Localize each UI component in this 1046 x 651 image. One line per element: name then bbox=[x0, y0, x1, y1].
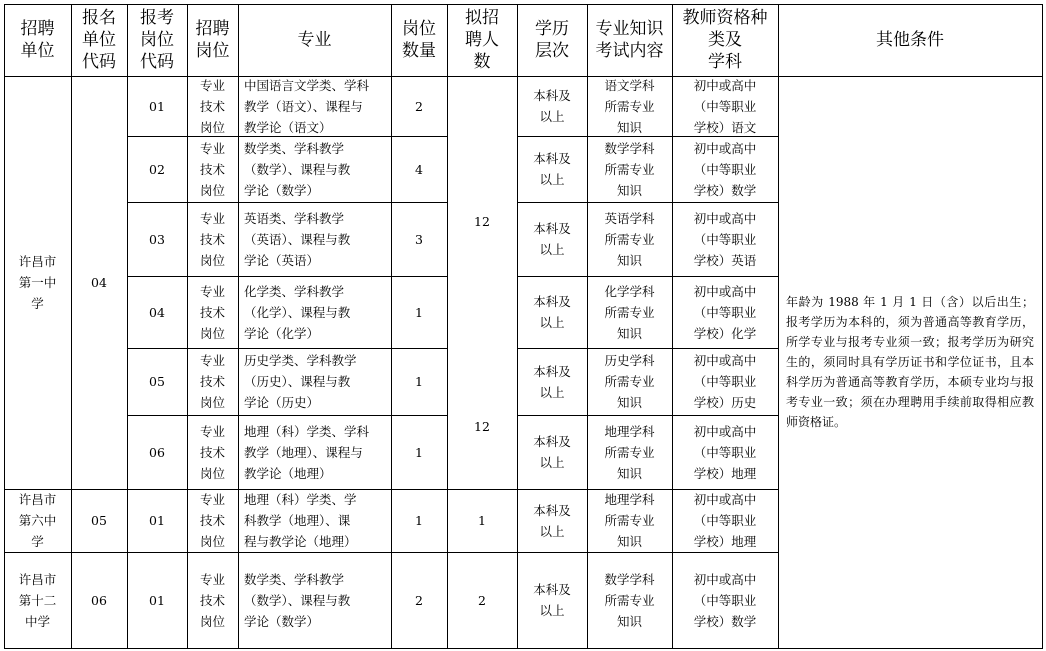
education-text: 本科及 bbox=[533, 294, 571, 309]
major-cell bbox=[238, 136, 391, 202]
post-code-cell bbox=[127, 348, 187, 415]
plan-count: 12 bbox=[474, 418, 490, 434]
major-text: 科教学（地理）、课 bbox=[244, 513, 351, 528]
teacher-cert-cell bbox=[672, 76, 778, 136]
teacher-cert-text: 学校）语文 bbox=[693, 119, 757, 135]
major-cell bbox=[238, 348, 391, 415]
exam-content-text: 所需专业 bbox=[604, 231, 655, 247]
education-text: 以上 bbox=[539, 242, 565, 257]
exam-content-cell bbox=[587, 202, 672, 276]
teacher-cert-cell bbox=[672, 136, 778, 202]
unit-name: 许昌市 第一中 学 bbox=[18, 254, 57, 311]
exam-content-text: 所需专业 bbox=[604, 374, 655, 389]
teacher-cert-text: 学校）数学 bbox=[693, 613, 757, 629]
post-code-cell bbox=[127, 202, 187, 276]
post-type-text: 岗位 bbox=[199, 613, 225, 629]
major-text: 学论（化学） bbox=[244, 325, 320, 341]
post-count-text: 1 bbox=[415, 444, 423, 460]
header-post-type: 招聘 岗位 bbox=[195, 19, 230, 61]
teacher-cert-text: （中等职业 bbox=[693, 161, 757, 177]
exam-content-text: 所需专业 bbox=[604, 161, 655, 177]
exam-content-text: 所需专业 bbox=[604, 444, 655, 460]
post-count-text: 1 bbox=[415, 304, 423, 320]
post-code-text: 01 bbox=[149, 592, 165, 608]
post-code-cell bbox=[127, 552, 187, 648]
other-conditions: 年龄为 1988 年 1 月 1 日（含）以后出生；报考学历为本科的，须为普通高等教育学历，所学专业与报考专业须一致；报考学历为研究生的，须同时具有学历证书和学位证书，且本科学历为普通高等教育学历，本硕专业均与报考专业一致；须在办理聘用手续前取得相应教师资格证。 bbox=[786, 295, 1034, 429]
major-text: （数学）、课程与教 bbox=[244, 161, 351, 177]
teacher-cert-cell bbox=[672, 552, 778, 648]
post-count-text: 2 bbox=[415, 98, 423, 114]
education-text: 本科及 bbox=[533, 151, 571, 166]
major-cell bbox=[238, 489, 391, 552]
teacher-cert-cell bbox=[672, 415, 778, 489]
exam-content-text: 语文学科 bbox=[604, 77, 655, 93]
major-text: 教学（地理）、课程与 bbox=[244, 444, 363, 460]
post-code-text: 01 bbox=[149, 513, 165, 528]
major-text: （英语）、课程与教 bbox=[244, 231, 351, 247]
major-text: （历史）、课程与教 bbox=[244, 374, 351, 389]
major-text: 化学类、学科教学 bbox=[244, 283, 345, 299]
major-text: 程与教学论（地理） bbox=[244, 534, 357, 549]
major-text: 学论（数学） bbox=[244, 613, 320, 629]
teacher-cert-text: 初中或高中 bbox=[693, 423, 757, 439]
post-count-cell bbox=[391, 136, 447, 202]
post-count-cell bbox=[391, 76, 447, 136]
education-cell bbox=[517, 489, 587, 552]
post-type-text: 技术 bbox=[199, 304, 225, 320]
education-text: 本科及 bbox=[533, 582, 571, 597]
education-text: 本科及 bbox=[533, 502, 571, 518]
major-text: 数学类、学科教学 bbox=[244, 571, 345, 587]
major-cell bbox=[238, 202, 391, 276]
teacher-cert-text: 学校）历史 bbox=[693, 395, 757, 410]
post-count-cell bbox=[391, 276, 447, 348]
unit-name: 许昌市 第六中 学 bbox=[18, 492, 57, 549]
education-text: 以上 bbox=[539, 172, 565, 187]
exam-content-cell bbox=[587, 348, 672, 415]
post-type-text: 专业 bbox=[199, 283, 225, 299]
unit-name: 许昌市 第十二 中学 bbox=[18, 571, 57, 629]
post-code-text: 01 bbox=[149, 98, 165, 114]
post-type-cell bbox=[187, 276, 238, 348]
teacher-cert-text: 初中或高中 bbox=[693, 210, 757, 226]
post-type-text: 岗位 bbox=[199, 119, 225, 135]
exam-content-text: 所需专业 bbox=[604, 98, 655, 114]
post-type-text: 专业 bbox=[199, 353, 225, 368]
major-cell bbox=[238, 415, 391, 489]
post-count-cell bbox=[391, 489, 447, 552]
teacher-cert-text: 初中或高中 bbox=[693, 140, 757, 156]
teacher-cert-text: （中等职业 bbox=[693, 304, 757, 320]
post-type-text: 技术 bbox=[199, 444, 225, 460]
education-text: 以上 bbox=[539, 523, 565, 539]
teacher-cert-text: 初中或高中 bbox=[693, 492, 757, 507]
header-major: 专业 bbox=[297, 30, 332, 50]
teacher-cert-text: 初中或高中 bbox=[693, 353, 757, 368]
post-count-text: 4 bbox=[415, 161, 423, 177]
exam-content-text: 数学学科 bbox=[604, 140, 655, 156]
post-type-text: 技术 bbox=[199, 374, 225, 389]
exam-content-cell bbox=[587, 415, 672, 489]
post-code-text: 06 bbox=[149, 444, 165, 460]
post-code-text: 04 bbox=[149, 304, 165, 320]
major-text: 学论（历史） bbox=[244, 395, 320, 410]
education-cell bbox=[517, 348, 587, 415]
unit-code: 04 bbox=[91, 275, 107, 290]
post-type-text: 岗位 bbox=[199, 395, 225, 410]
post-type-text: 岗位 bbox=[199, 465, 225, 481]
header-education: 学历 层次 bbox=[535, 19, 569, 61]
post-count-text: 2 bbox=[415, 592, 423, 608]
post-type-text: 岗位 bbox=[199, 182, 225, 198]
exam-content-text: 知识 bbox=[616, 534, 642, 549]
education-cell bbox=[517, 202, 587, 276]
post-type-text: 专业 bbox=[199, 140, 225, 156]
header-post-code: 报考 岗位 代码 bbox=[140, 8, 174, 72]
teacher-cert-cell bbox=[672, 202, 778, 276]
post-code-cell bbox=[127, 76, 187, 136]
teacher-cert-text: 学校）地理 bbox=[693, 465, 757, 481]
teacher-cert-text: 学校）化学 bbox=[693, 325, 757, 341]
post-type-text: 技术 bbox=[199, 231, 225, 247]
education-text: 本科及 bbox=[533, 88, 571, 103]
exam-content-text: 知识 bbox=[616, 325, 642, 341]
education-cell bbox=[517, 552, 587, 648]
post-type-cell bbox=[187, 415, 238, 489]
education-text: 以上 bbox=[539, 603, 565, 618]
teacher-cert-text: （中等职业 bbox=[693, 592, 757, 608]
education-text: 以上 bbox=[539, 315, 565, 330]
teacher-cert-text: 初中或高中 bbox=[693, 77, 757, 93]
teacher-cert-cell bbox=[672, 276, 778, 348]
major-text: 教学（语文）、课程与 bbox=[244, 98, 363, 114]
exam-content-text: 所需专业 bbox=[604, 304, 655, 320]
post-type-text: 技术 bbox=[199, 592, 225, 608]
major-text: （数学）、课程与教 bbox=[244, 592, 351, 608]
education-text: 本科及 bbox=[533, 221, 571, 236]
post-code-cell bbox=[127, 276, 187, 348]
post-type-text: 技术 bbox=[199, 98, 225, 114]
post-code-text: 02 bbox=[149, 161, 165, 177]
post-code-cell bbox=[127, 415, 187, 489]
post-type-text: 专业 bbox=[199, 492, 225, 507]
post-count-text: 1 bbox=[415, 513, 423, 528]
post-type-text: 岗位 bbox=[199, 534, 225, 549]
education-cell bbox=[517, 136, 587, 202]
exam-content-text: 知识 bbox=[616, 465, 642, 481]
major-text: 数学类、学科教学 bbox=[244, 140, 345, 156]
teacher-cert-cell bbox=[672, 489, 778, 552]
major-cell bbox=[238, 552, 391, 648]
plan-count: 12 bbox=[474, 213, 490, 229]
post-count-cell bbox=[391, 348, 447, 415]
major-text: 教学论（地理） bbox=[244, 465, 332, 481]
exam-content-cell bbox=[587, 552, 672, 648]
exam-content-text: 知识 bbox=[616, 119, 642, 135]
major-cell bbox=[238, 276, 391, 348]
exam-content-cell bbox=[587, 76, 672, 136]
major-text: 地理（科）学类、学 bbox=[244, 492, 357, 507]
teacher-cert-text: （中等职业 bbox=[693, 98, 757, 114]
post-count-cell bbox=[391, 552, 447, 648]
education-cell bbox=[517, 76, 587, 136]
post-type-cell bbox=[187, 76, 238, 136]
plan-count: 1 bbox=[478, 513, 486, 528]
exam-content-cell bbox=[587, 276, 672, 348]
post-type-cell bbox=[187, 489, 238, 552]
major-text: 地理（科）学类、学科 bbox=[244, 423, 370, 439]
post-type-text: 岗位 bbox=[199, 325, 225, 341]
post-count-cell bbox=[391, 415, 447, 489]
exam-content-text: 英语学科 bbox=[604, 210, 655, 226]
education-cell bbox=[517, 276, 587, 348]
teacher-cert-cell bbox=[672, 348, 778, 415]
post-type-cell bbox=[187, 552, 238, 648]
major-text: 中国语言文学类、学科 bbox=[244, 77, 370, 93]
exam-content-text: 所需专业 bbox=[604, 513, 655, 528]
post-type-cell bbox=[187, 136, 238, 202]
major-text: 学论（英语） bbox=[244, 252, 320, 268]
post-count-text: 3 bbox=[415, 231, 423, 247]
teacher-cert-text: （中等职业 bbox=[693, 374, 757, 389]
post-code-cell bbox=[127, 136, 187, 202]
plan-count: 2 bbox=[478, 592, 486, 608]
post-code-text: 05 bbox=[149, 374, 165, 389]
teacher-cert-text: （中等职业 bbox=[693, 231, 757, 247]
teacher-cert-text: 学校）数学 bbox=[693, 182, 757, 198]
header-post-count: 岗位 数量 bbox=[402, 19, 436, 61]
post-type-text: 专业 bbox=[199, 210, 225, 226]
exam-content-text: 地理学科 bbox=[604, 492, 655, 507]
teacher-cert-text: （中等职业 bbox=[693, 444, 757, 460]
header-exam: 专业知识 考试内容 bbox=[595, 19, 664, 61]
teacher-cert-text: 初中或高中 bbox=[693, 571, 757, 587]
post-count-cell bbox=[391, 202, 447, 276]
education-text: 以上 bbox=[539, 384, 565, 400]
exam-content-text: 所需专业 bbox=[604, 592, 655, 608]
major-text: 历史学类、学科教学 bbox=[244, 353, 357, 368]
exam-content-text: 历史学科 bbox=[604, 353, 655, 368]
header-cert: 教师资格种 类及 学科 bbox=[682, 8, 768, 72]
exam-content-text: 知识 bbox=[616, 395, 642, 410]
teacher-cert-text: 学校）英语 bbox=[693, 252, 757, 268]
post-type-text: 技术 bbox=[199, 161, 225, 177]
major-text: 教学论（语文） bbox=[244, 119, 332, 135]
education-cell bbox=[517, 415, 587, 489]
header-plan-count: 拟招 聘人 数 bbox=[465, 8, 499, 72]
exam-content-text: 知识 bbox=[616, 613, 642, 629]
grid-line bbox=[4, 648, 1042, 649]
exam-content-text: 知识 bbox=[616, 252, 642, 268]
post-type-text: 专业 bbox=[199, 77, 225, 93]
teacher-cert-text: （中等职业 bbox=[693, 513, 757, 528]
major-text: 学论（数学） bbox=[244, 182, 320, 198]
education-text: 本科及 bbox=[533, 363, 571, 379]
unit-code: 05 bbox=[91, 513, 107, 528]
major-text: 英语类、学科教学 bbox=[244, 210, 345, 226]
post-type-text: 技术 bbox=[199, 513, 225, 528]
post-type-cell bbox=[187, 348, 238, 415]
exam-content-cell bbox=[587, 489, 672, 552]
teacher-cert-text: 初中或高中 bbox=[693, 283, 757, 299]
post-code-text: 03 bbox=[149, 231, 165, 247]
post-type-text: 专业 bbox=[199, 571, 225, 587]
exam-content-text: 数学学科 bbox=[604, 571, 655, 587]
post-type-cell bbox=[187, 202, 238, 276]
grid-line bbox=[1042, 4, 1043, 649]
unit-code: 06 bbox=[91, 592, 107, 608]
post-type-text: 专业 bbox=[199, 423, 225, 439]
exam-content-cell bbox=[587, 136, 672, 202]
major-text: （化学）、课程与教 bbox=[244, 304, 351, 320]
exam-content-text: 化学学科 bbox=[604, 283, 655, 299]
header-other: 其他条件 bbox=[876, 30, 944, 50]
teacher-cert-text: 学校）地理 bbox=[693, 534, 757, 549]
education-text: 以上 bbox=[539, 109, 565, 124]
exam-content-text: 地理学科 bbox=[604, 423, 655, 439]
post-code-cell bbox=[127, 489, 187, 552]
major-cell bbox=[238, 76, 391, 136]
post-count-text: 1 bbox=[415, 374, 423, 389]
header-unit-code: 报名 单位 代码 bbox=[82, 8, 116, 72]
education-text: 本科及 bbox=[533, 434, 571, 449]
header-unit: 招聘 单位 bbox=[20, 19, 55, 61]
post-type-text: 岗位 bbox=[199, 252, 225, 268]
education-text: 以上 bbox=[539, 455, 565, 470]
exam-content-text: 知识 bbox=[616, 182, 642, 198]
